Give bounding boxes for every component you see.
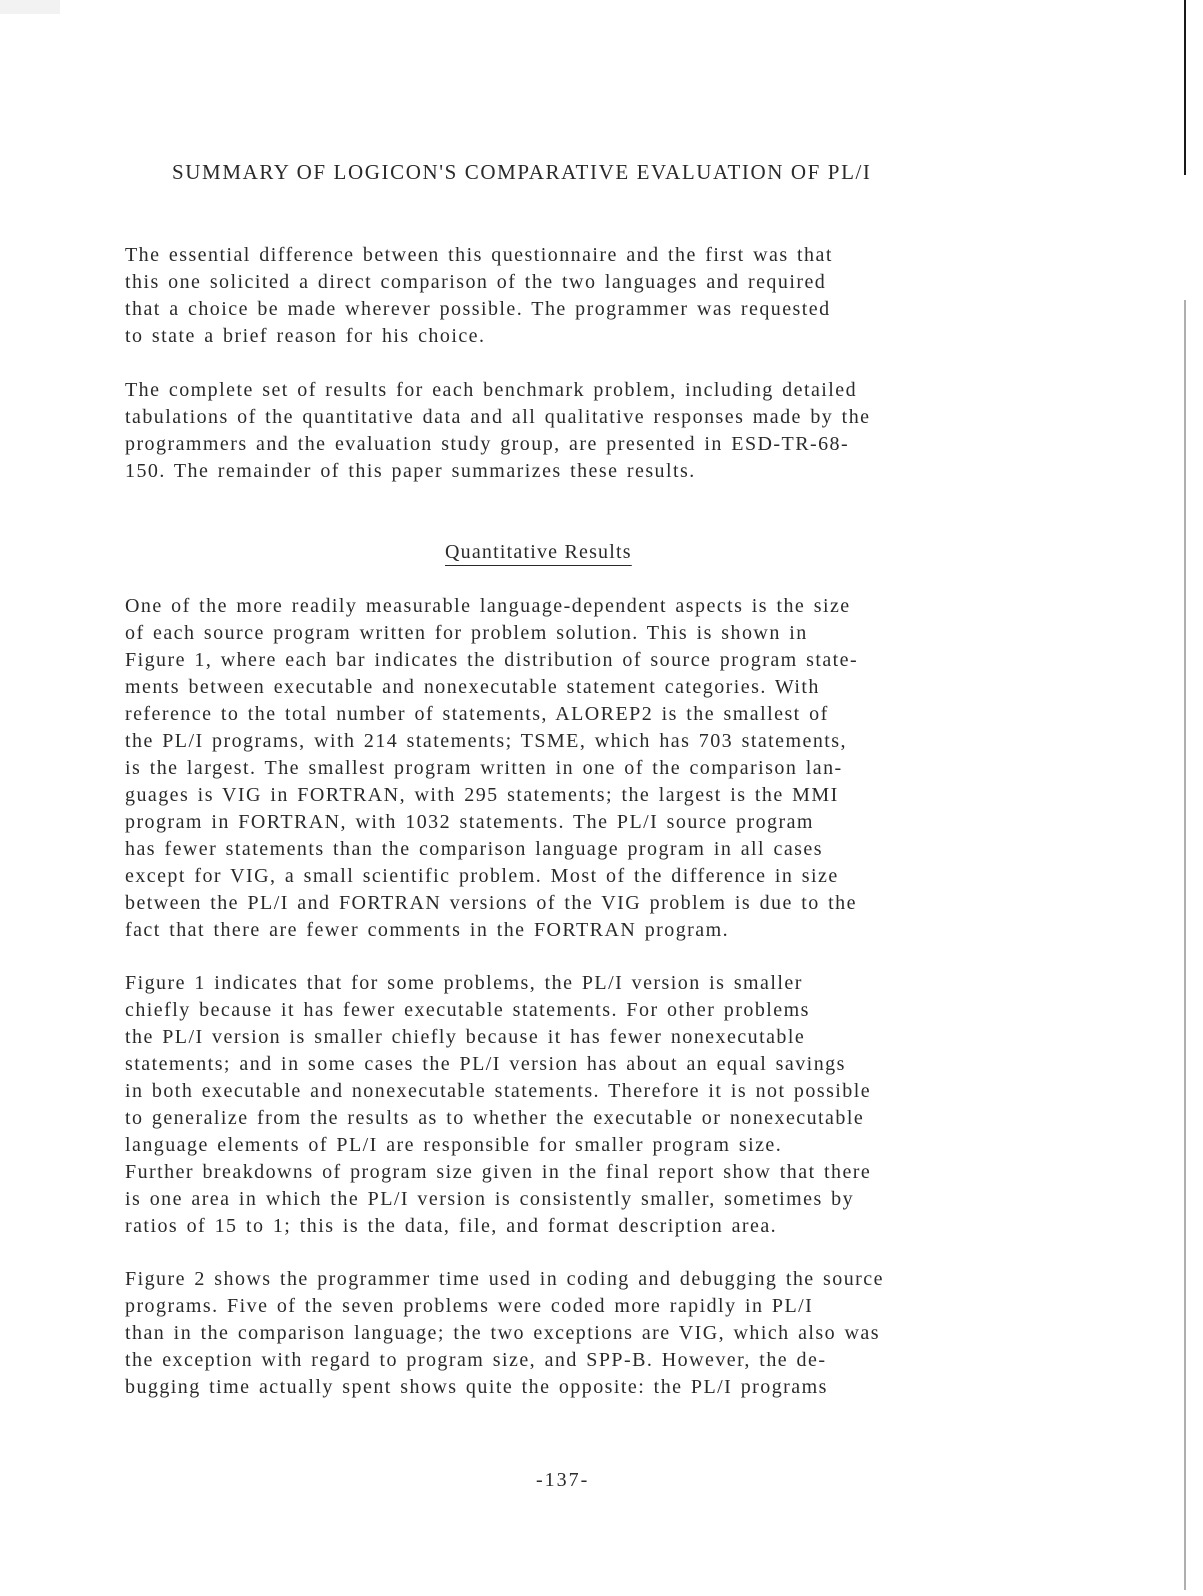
paragraph-5-line-1: Figure 2 shows the programmer time used in coding and debugging the source — [125, 1268, 884, 1290]
scan-artifact — [0, 0, 60, 14]
paragraph-4-line-1: Figure 1 indicates that for some problems, the PL/I version is smaller — [125, 972, 803, 994]
paragraph-4-line-6: to generalize from the results as to whether the executable or nonexecutable — [125, 1107, 865, 1129]
page-edge-line — [1184, 300, 1186, 1590]
paragraph-4-line-2: chiefly because it has fewer executable statements. For other problems — [125, 999, 810, 1021]
paragraph-1-line-3: that a choice be made wherever possible. The programmer was requested — [125, 298, 831, 320]
paragraph-4-line-4: statements; and in some cases the PL/I version has about an equal savings — [125, 1053, 846, 1075]
paragraph-5-line-3: than in the comparison language; the two exceptions are VIG, which also was — [125, 1322, 880, 1344]
document-title: SUMMARY OF LOGICON'S COMPARATIVE EVALUATION OF PL/I — [172, 160, 872, 184]
paragraph-2-line-1: The complete set of results for each benchmark problem, including detailed — [125, 379, 858, 401]
page-edge-line — [1184, 0, 1186, 175]
paragraph-3-line-4: ments between executable and nonexecutable statement categories. With — [125, 676, 820, 698]
paragraph-3-line-5: reference to the total number of statements, ALOREP2 is the smallest of — [125, 703, 829, 725]
paragraph-2-line-2: tabulations of the quantitative data and all qualitative responses made by the — [125, 406, 871, 428]
paragraph-1-line-4: to state a brief reason for his choice. — [125, 325, 486, 347]
paragraph-3-line-3: Figure 1, where each bar indicates the distribution of source program state- — [125, 649, 859, 671]
paragraph-2-line-3: programmers and the evaluation study group, are presented in ESD-TR-68- — [125, 433, 850, 455]
paragraph-3-line-9: program in FORTRAN, with 1032 statements. The PL/I source program — [125, 811, 814, 833]
paragraph-3-line-8: guages is VIG in FORTRAN, with 295 statements; the largest is the MMI — [125, 784, 839, 806]
paragraph-4-line-7: language elements of PL/I are responsible for smaller program size. — [125, 1134, 783, 1156]
paragraph-4-line-5: in both executable and nonexecutable statements. Therefore it is not possible — [125, 1080, 872, 1102]
paragraph-4-line-10: ratios of 15 to 1; this is the data, file, and format description area. — [125, 1215, 778, 1237]
paragraph-3-line-12: between the PL/I and FORTRAN versions of the VIG problem is due to the — [125, 892, 857, 914]
paragraph-1-line-1: The essential difference between this questionnaire and the first was that — [125, 244, 833, 266]
paragraph-3-line-13: fact that there are fewer comments in the FORTRAN program. — [125, 919, 730, 941]
paragraph-3-line-11: except for VIG, a small scientific problem. Most of the difference in size — [125, 865, 839, 887]
paragraph-1-line-2: this one solicited a direct comparison of the two languages and required — [125, 271, 827, 293]
paragraph-4-line-8: Further breakdowns of program size given in the final report show that there — [125, 1161, 872, 1183]
paragraph-4-line-3: the PL/I version is smaller chiefly because it has fewer nonexecutable — [125, 1026, 806, 1048]
paragraph-5-line-5: bugging time actually spent shows quite the opposite: the PL/I programs — [125, 1376, 828, 1398]
paragraph-3-line-10: has fewer statements than the comparison language program in all cases — [125, 838, 823, 860]
paragraph-5-line-4: the exception with regard to program size, and SPP-B. However, the de- — [125, 1349, 827, 1371]
section-heading: Quantitative Results — [445, 541, 632, 563]
paragraph-3-line-1: One of the more readily measurable language-dependent aspects is the size — [125, 595, 851, 617]
paragraph-4-line-9: is one area in which the PL/I version is consistently smaller, sometimes by — [125, 1188, 855, 1210]
paragraph-5-line-2: programs. Five of the seven problems were coded more rapidly in PL/I — [125, 1295, 814, 1317]
paragraph-3-line-7: is the largest. The smallest program written in one of the comparison lan- — [125, 757, 843, 779]
paragraph-3-line-6: the PL/I programs, with 214 statements; TSME, which has 703 statements, — [125, 730, 847, 752]
paragraph-3-line-2: of each source program written for problem solution. This is shown in — [125, 622, 808, 644]
page-number: -137- — [536, 1469, 590, 1491]
paragraph-2-line-4: 150. The remainder of this paper summarizes these results. — [125, 460, 696, 482]
